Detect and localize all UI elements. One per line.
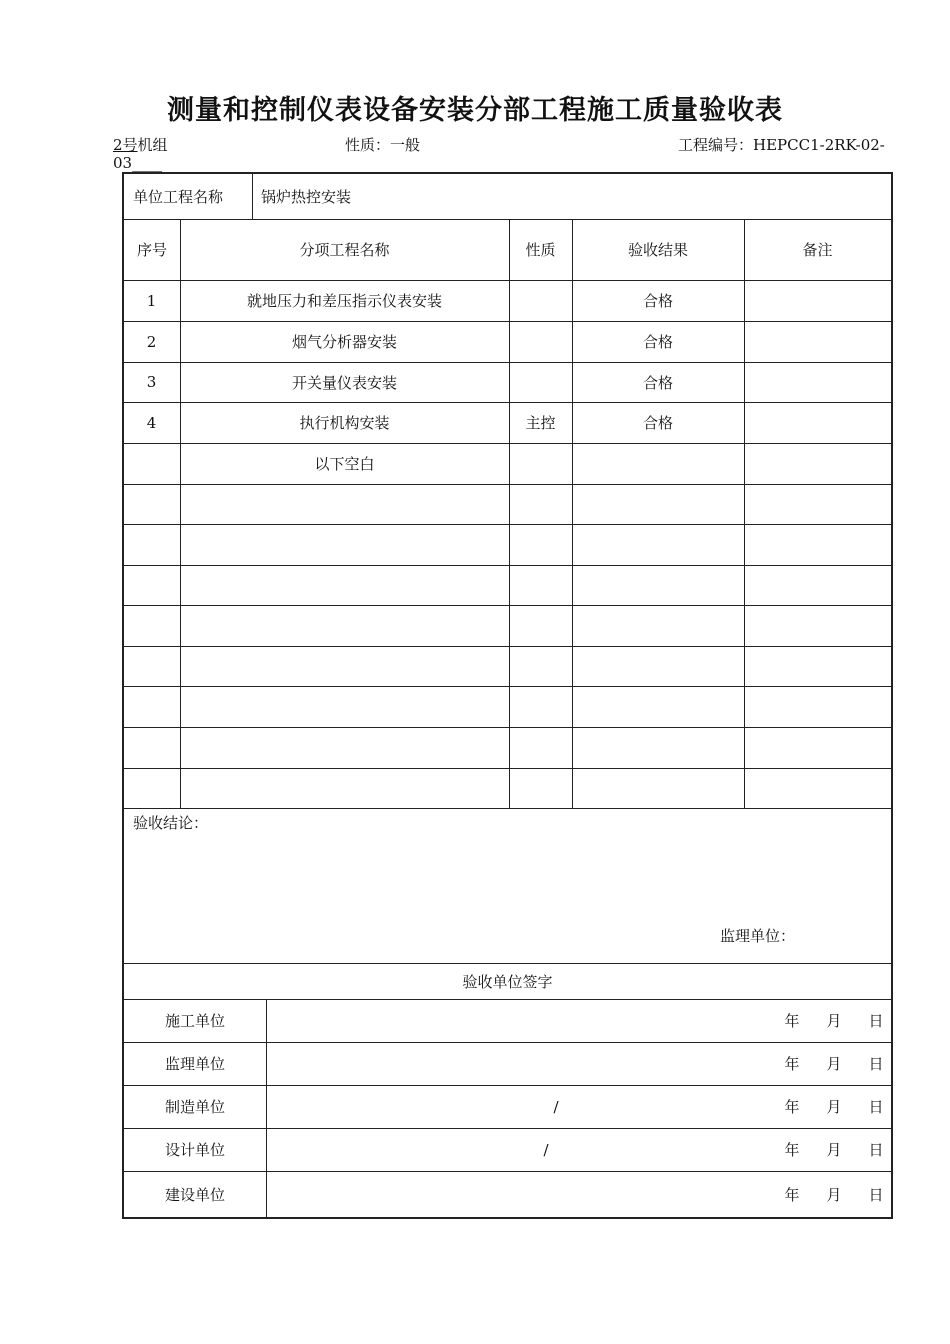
signature-year: 年 <box>784 1098 800 1116</box>
column-header-result: 验收结果 <box>627 241 688 259</box>
table-cell-no <box>123 686 180 727</box>
table-cell-result: 合格 <box>642 333 673 351</box>
table-cell-remark <box>744 484 891 524</box>
table-cell-no <box>123 768 180 808</box>
signature-month: 月 <box>826 1055 842 1073</box>
conclusion-label: 验收结论： <box>133 813 209 832</box>
table-cell-name <box>180 768 509 808</box>
table-cell-nature <box>509 362 572 402</box>
signature-slash-mark <box>266 1171 826 1218</box>
project-code: 工程编号：HEPCC1-2RK-02- <box>678 136 885 154</box>
signature-unit-label: 建设单位 <box>164 1186 225 1204</box>
column-header-name: 分项工程名称 <box>299 241 390 259</box>
table-cell-remark <box>744 727 891 768</box>
table-cell-name <box>180 727 509 768</box>
signature-year: 年 <box>784 1186 800 1204</box>
table-cell-nature <box>509 484 572 524</box>
table-cell-name <box>180 646 509 686</box>
table-cell-nature <box>509 443 572 484</box>
table-vline <box>891 172 893 1219</box>
project-code-continued: 03____ <box>113 154 163 172</box>
table-cell-remark <box>744 443 891 484</box>
signature-unit-label: 制造单位 <box>164 1098 225 1116</box>
table-cell-remark <box>744 280 891 321</box>
table-cell-nature <box>509 686 572 727</box>
unit-number-suffix: 机组 <box>137 136 168 154</box>
table-cell-result <box>572 605 744 646</box>
table-cell-no <box>123 565 180 605</box>
signature-year: 年 <box>784 1141 800 1159</box>
table-cell-remark <box>744 768 891 808</box>
signature-slash-mark <box>266 1042 826 1085</box>
table-cell-name: 烟气分析器安装 <box>291 333 397 351</box>
signature-slash-mark <box>266 999 826 1042</box>
table-cell-no <box>123 605 180 646</box>
table-cell-remark <box>744 402 891 443</box>
table-cell-result <box>572 443 744 484</box>
unit-number <box>113 134 168 155</box>
unit-number-value: 2号 <box>113 136 138 154</box>
table-cell-nature <box>509 768 572 808</box>
unit-project-label: 单位工程名称 <box>133 187 224 206</box>
column-header-nature: 性质 <box>525 241 556 259</box>
table-cell-no: 1 <box>146 291 157 310</box>
signature-slash-mark: / <box>543 1140 549 1159</box>
signature-month: 月 <box>826 1012 842 1030</box>
signature-unit-label: 施工单位 <box>164 1012 225 1030</box>
table-cell-result <box>572 768 744 808</box>
table-cell-remark <box>744 321 891 362</box>
signature-year: 年 <box>784 1055 800 1073</box>
conclusion-supervisor-label: 监理单位： <box>720 926 796 945</box>
table-cell-remark <box>744 524 891 565</box>
unit-project-value: 锅炉热控安装 <box>261 187 352 206</box>
signature-day: 日 <box>868 1012 884 1030</box>
signature-day: 日 <box>868 1098 884 1116</box>
table-cell-remark <box>744 605 891 646</box>
table-cell-name <box>180 484 509 524</box>
table-cell-nature <box>509 565 572 605</box>
table-cell-no: 4 <box>146 413 157 432</box>
table-cell-name: 以下空白 <box>314 455 375 473</box>
table-cell-result: 合格 <box>642 292 673 310</box>
table-cell-name: 开关量仪表安装 <box>291 373 397 392</box>
signature-day: 日 <box>868 1141 884 1159</box>
table-cell-name <box>180 686 509 727</box>
table-cell-name <box>180 565 509 605</box>
signature-year: 年 <box>784 1012 800 1030</box>
signature-unit-label: 设计单位 <box>164 1141 225 1159</box>
signature-month: 月 <box>826 1098 842 1116</box>
table-cell-result: 合格 <box>642 414 673 432</box>
table-cell-name: 执行机构安装 <box>299 414 390 432</box>
table-cell-no <box>123 646 180 686</box>
table-cell-nature <box>509 321 572 362</box>
signature-unit-label: 监理单位 <box>164 1055 225 1073</box>
signature-slash-mark: / <box>553 1097 559 1116</box>
table-cell-no <box>123 727 180 768</box>
signature-day: 日 <box>868 1055 884 1073</box>
table-cell-name <box>180 524 509 565</box>
table-cell-no <box>123 524 180 565</box>
table-cell-result <box>572 727 744 768</box>
table-cell-result <box>572 524 744 565</box>
table-cell-nature: 主控 <box>525 414 556 432</box>
table-cell-result <box>572 686 744 727</box>
table-cell-no <box>123 443 180 484</box>
table-cell-no <box>123 484 180 524</box>
signature-header: 验收单位签字 <box>462 972 553 991</box>
table-cell-nature <box>509 727 572 768</box>
table-cell-nature <box>509 605 572 646</box>
signature-day: 日 <box>868 1186 884 1204</box>
column-header-no: 序号 <box>136 241 167 259</box>
table-cell-no: 3 <box>146 373 157 391</box>
signature-month: 月 <box>826 1186 842 1204</box>
column-header-remark: 备注 <box>802 241 833 259</box>
table-cell-result <box>572 646 744 686</box>
table-cell-name: 就地压力和差压指示仪表安装 <box>246 292 442 310</box>
table-cell-result: 合格 <box>642 373 673 392</box>
table-cell-remark <box>744 686 891 727</box>
table-cell-nature <box>509 646 572 686</box>
table-cell-remark <box>744 646 891 686</box>
table-cell-nature <box>509 280 572 321</box>
table-cell-result <box>572 484 744 524</box>
table-cell-no: 2 <box>146 332 157 351</box>
table-cell-remark <box>744 565 891 605</box>
signature-month: 月 <box>826 1141 842 1159</box>
table-cell-nature <box>509 524 572 565</box>
table-hline <box>123 808 892 809</box>
nature-label: 性质：一般 <box>345 136 421 154</box>
page-title: 测量和控制仪表设备安装分部工程施工质量验收表 <box>167 95 783 126</box>
table-cell-name <box>180 605 509 646</box>
table-cell-remark <box>744 362 891 402</box>
table-cell-result <box>572 565 744 605</box>
